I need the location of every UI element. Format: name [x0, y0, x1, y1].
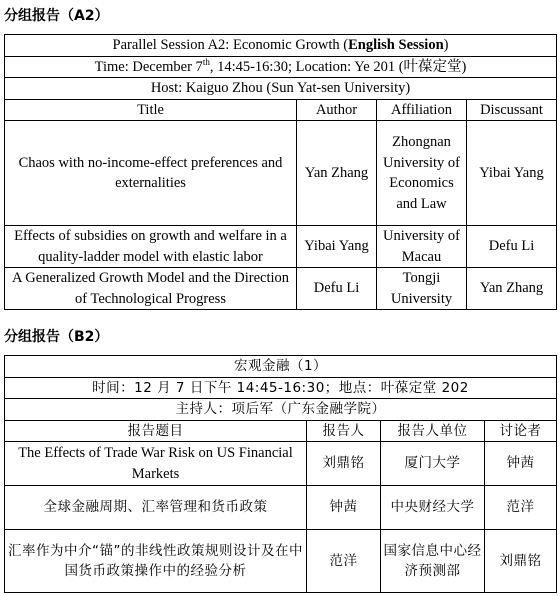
column-header-title: Title [5, 99, 297, 121]
discussant: Yan Zhang [467, 268, 557, 310]
column-header-affiliation: 报告人单位 [381, 420, 485, 442]
affiliation: Tongji University [377, 268, 467, 310]
discussant: 范洋 [485, 486, 557, 530]
session-a2-table [4, 34, 557, 310]
column-header-author: 报告人 [307, 420, 381, 442]
paper-title: 全球金融周期、汇率管理和货币政策 [5, 486, 307, 530]
discussant: 钟茜 [485, 442, 557, 486]
table-row [5, 121, 557, 226]
table-header-row [5, 420, 557, 442]
paper-title: A Generalized Growth Model and the Direction of Technological Progress [5, 268, 297, 310]
discussant: Yibai Yang [467, 121, 557, 226]
table-row [5, 268, 557, 310]
column-header-title: 报告题目 [5, 420, 307, 442]
column-header-discussant: Discussant [467, 99, 557, 121]
table-row [5, 442, 557, 486]
session-b2-title: 宏观金融（1） [5, 356, 557, 378]
session-a2-time: Time: December 7th, 14:45-16:30; Location: Ye 201 (叶葆定堂) [5, 56, 557, 78]
session-b2-table [4, 355, 557, 593]
affiliation: 厦门大学 [381, 442, 485, 486]
discussant: 刘鼎铭 [485, 530, 557, 593]
affiliation: 中央财经大学 [381, 486, 485, 530]
table-row [5, 486, 557, 530]
table-row [5, 226, 557, 268]
affiliation: University of Macau [377, 226, 467, 268]
section-b2-heading: 分组报告（B2） [4, 329, 109, 345]
session-b2-host: 主持人：项后军（广东金融学院） [5, 399, 557, 421]
session-b2-time: 时间：12 月 7 日下午 14:45-16:30；地点：叶葆定堂 202 [5, 377, 557, 399]
author: Yibai Yang [297, 226, 377, 268]
table-row [5, 530, 557, 593]
author: Defu Li [297, 268, 377, 310]
paper-title: Effects of subsidies on growth and welfare in a quality-ladder model with elastic labor [5, 226, 297, 268]
session-a2-host: Host: Kaiguo Zhou (Sun Yat-sen University) [5, 78, 557, 100]
affiliation: Zhongnan University of Economics and Law [377, 121, 467, 226]
column-header-discussant: 讨论者 [485, 420, 557, 442]
author: 钟茜 [307, 486, 381, 530]
paper-title: Chaos with no-income-effect preferences and externalities [5, 121, 297, 226]
column-header-affiliation: Affiliation [377, 99, 467, 121]
affiliation: 国家信息中心经济预测部 [381, 530, 485, 593]
discussant: Defu Li [467, 226, 557, 268]
author: 刘鼎铭 [307, 442, 381, 486]
session-a2-title: Parallel Session A2: Economic Growth (English Session) [5, 35, 557, 57]
paper-title: 汇率作为中介“锚”的非线性政策规则设计及在中国货币政策操作中的经验分析 [5, 530, 307, 593]
author: Yan Zhang [297, 121, 377, 226]
author: 范洋 [307, 530, 381, 593]
column-header-author: Author [297, 99, 377, 121]
table-header-row [5, 99, 557, 121]
paper-title: The Effects of Trade War Risk on US Financial Markets [5, 442, 307, 486]
section-a2-heading: 分组报告（A2） [4, 8, 109, 24]
